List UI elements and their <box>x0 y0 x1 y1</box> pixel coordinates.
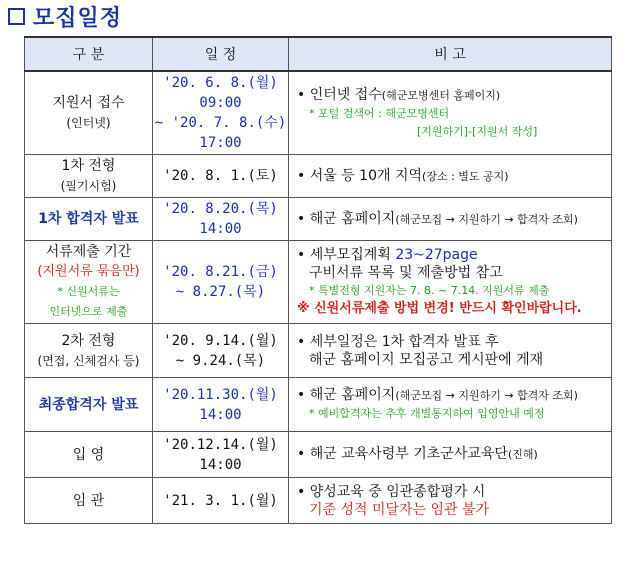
date-cell <box>153 378 289 432</box>
date-line-1: '20.11.30.(월) <box>163 386 278 403</box>
category-cell <box>25 198 153 241</box>
note-green: * 특별전형 지원자는 7. 8. ~ 7.14. 지원서류 제출 <box>309 284 550 297</box>
date-cell <box>153 71 289 155</box>
category-label: 최종합격자 발표 <box>38 396 139 413</box>
category-sub: (필기시험) <box>60 179 117 193</box>
category-green-note-2: 인터넷으로 제출 <box>49 305 128 318</box>
page-title: 모집일정 <box>33 5 123 31</box>
date-cell <box>153 432 289 478</box>
note-text: • 인터넷 접수 <box>297 86 382 103</box>
date-cell <box>153 324 289 378</box>
category-label: 1차 전형 <box>61 158 116 174</box>
note-text-2: 해군 홈페이지 모집공고 게시판에 게재 <box>309 351 544 368</box>
table-header-row <box>25 37 612 71</box>
date-line-2: ~ 8.27.(목) <box>175 284 266 300</box>
note-cell <box>289 241 612 324</box>
note-small: (장소 : 별도 공지) <box>422 169 509 183</box>
note-text: • 해군 홈페이지 <box>297 210 396 227</box>
note-cell <box>289 198 612 241</box>
category-cell <box>25 71 153 155</box>
table-row <box>25 478 612 524</box>
category-cell <box>25 241 153 324</box>
table-row <box>25 198 612 241</box>
category-cell <box>25 478 153 524</box>
date-cell <box>153 198 289 241</box>
date-line-1: '21. 3. 1.(월) <box>163 492 278 509</box>
note-red: 기준 성적 미달자는 임관 불가 <box>309 501 490 518</box>
category-label: 임 관 <box>72 492 105 509</box>
date-cell <box>153 241 289 324</box>
schedule-table <box>24 36 612 524</box>
note-cell <box>289 432 612 478</box>
note-text: • 세부모집계획 <box>297 247 396 263</box>
note-text: • 해군 홈페이지 <box>297 387 396 403</box>
note-cell <box>289 155 612 198</box>
table-row <box>25 71 612 155</box>
note-green-path: [지원하기]-[지원서 작성] <box>417 124 538 138</box>
note-green: * 예비합격자는 추후 개별통지하여 입영안내 예정 <box>309 407 545 420</box>
table-row <box>25 324 612 378</box>
table-row <box>25 432 612 478</box>
date-line-1: '20.12.14.(월) <box>163 436 278 453</box>
checkbox-square-icon <box>8 8 25 25</box>
header-remarks: 비 고 <box>289 37 612 71</box>
header-category: 구 분 <box>25 37 153 71</box>
note-page-range: 23~27page <box>395 247 478 263</box>
note-green: * 포털 검색어 : 해군모병센터 <box>309 106 450 120</box>
date-line-2: 14:00 <box>199 406 242 423</box>
date-line-1: '20. 9.14.(월) <box>163 332 278 349</box>
note-small: (해군모집 → 지원하기 → 합격자 조회) <box>395 389 578 402</box>
note-red-warning: ※ 신원서류제출 방법 변경! 반드시 확인바랍니다. <box>297 301 582 316</box>
category-label: 1차 합격자 발표 <box>38 211 139 227</box>
table-row <box>25 155 612 198</box>
date-line-2: 14:00 <box>199 221 242 237</box>
table-row <box>25 241 612 324</box>
note-small: (해군모집 → 지원하기 → 합격자 조회) <box>395 212 578 226</box>
category-label: 서류제출 기간 <box>45 244 132 260</box>
date-line-2: ~ 9.24.(목) <box>175 352 266 369</box>
date-cell <box>153 478 289 524</box>
category-green-note-1: * 신원서류는 <box>57 285 120 298</box>
category-red-note: (지원서류 묶음만) <box>37 264 140 279</box>
date-line-1: '20. 8.20.(목) <box>163 201 278 217</box>
date-line-1: '20. 6. 8.(월) 09:00 <box>163 75 278 111</box>
category-cell <box>25 155 153 198</box>
note-text: • 해군 교육사령부 기초군사교육단 <box>297 446 508 462</box>
date-line-2: ~ '20. 7. 8.(수) 17:00 <box>154 115 287 151</box>
table-row <box>25 378 612 432</box>
note-cell <box>289 378 612 432</box>
category-cell <box>25 432 153 478</box>
section-title <box>8 2 122 30</box>
note-text: • 서울 등 10개 지역 <box>297 167 423 184</box>
header-schedule: 일 정 <box>153 37 289 71</box>
date-line-2: 14:00 <box>199 456 242 473</box>
note-cell <box>289 478 612 524</box>
category-sub: (면접, 신체검사 등) <box>37 353 140 368</box>
category-sub: (인터넷) <box>66 116 111 130</box>
category-cell <box>25 378 153 432</box>
note-text: • 양성교육 중 임관종합평가 시 <box>297 483 486 500</box>
note-small: (해군모병센터 홈페이지) <box>381 88 501 102</box>
category-cell <box>25 324 153 378</box>
note-text: • 세부일정은 1차 합격자 발표 후 <box>297 333 499 350</box>
category-label: 지원서 접수 <box>52 95 125 111</box>
note-small: (진해) <box>507 448 538 461</box>
category-label: 2차 전형 <box>61 332 116 349</box>
date-line-1: '20. 8. 1.(토) <box>163 168 278 184</box>
date-cell <box>153 155 289 198</box>
note-cell <box>289 324 612 378</box>
note-text-2: 구비서류 목록 및 제출방법 참고 <box>309 265 503 281</box>
note-cell <box>289 71 612 155</box>
category-label: 입 영 <box>72 446 105 463</box>
date-line-1: '20. 8.21.(금) <box>163 264 278 280</box>
